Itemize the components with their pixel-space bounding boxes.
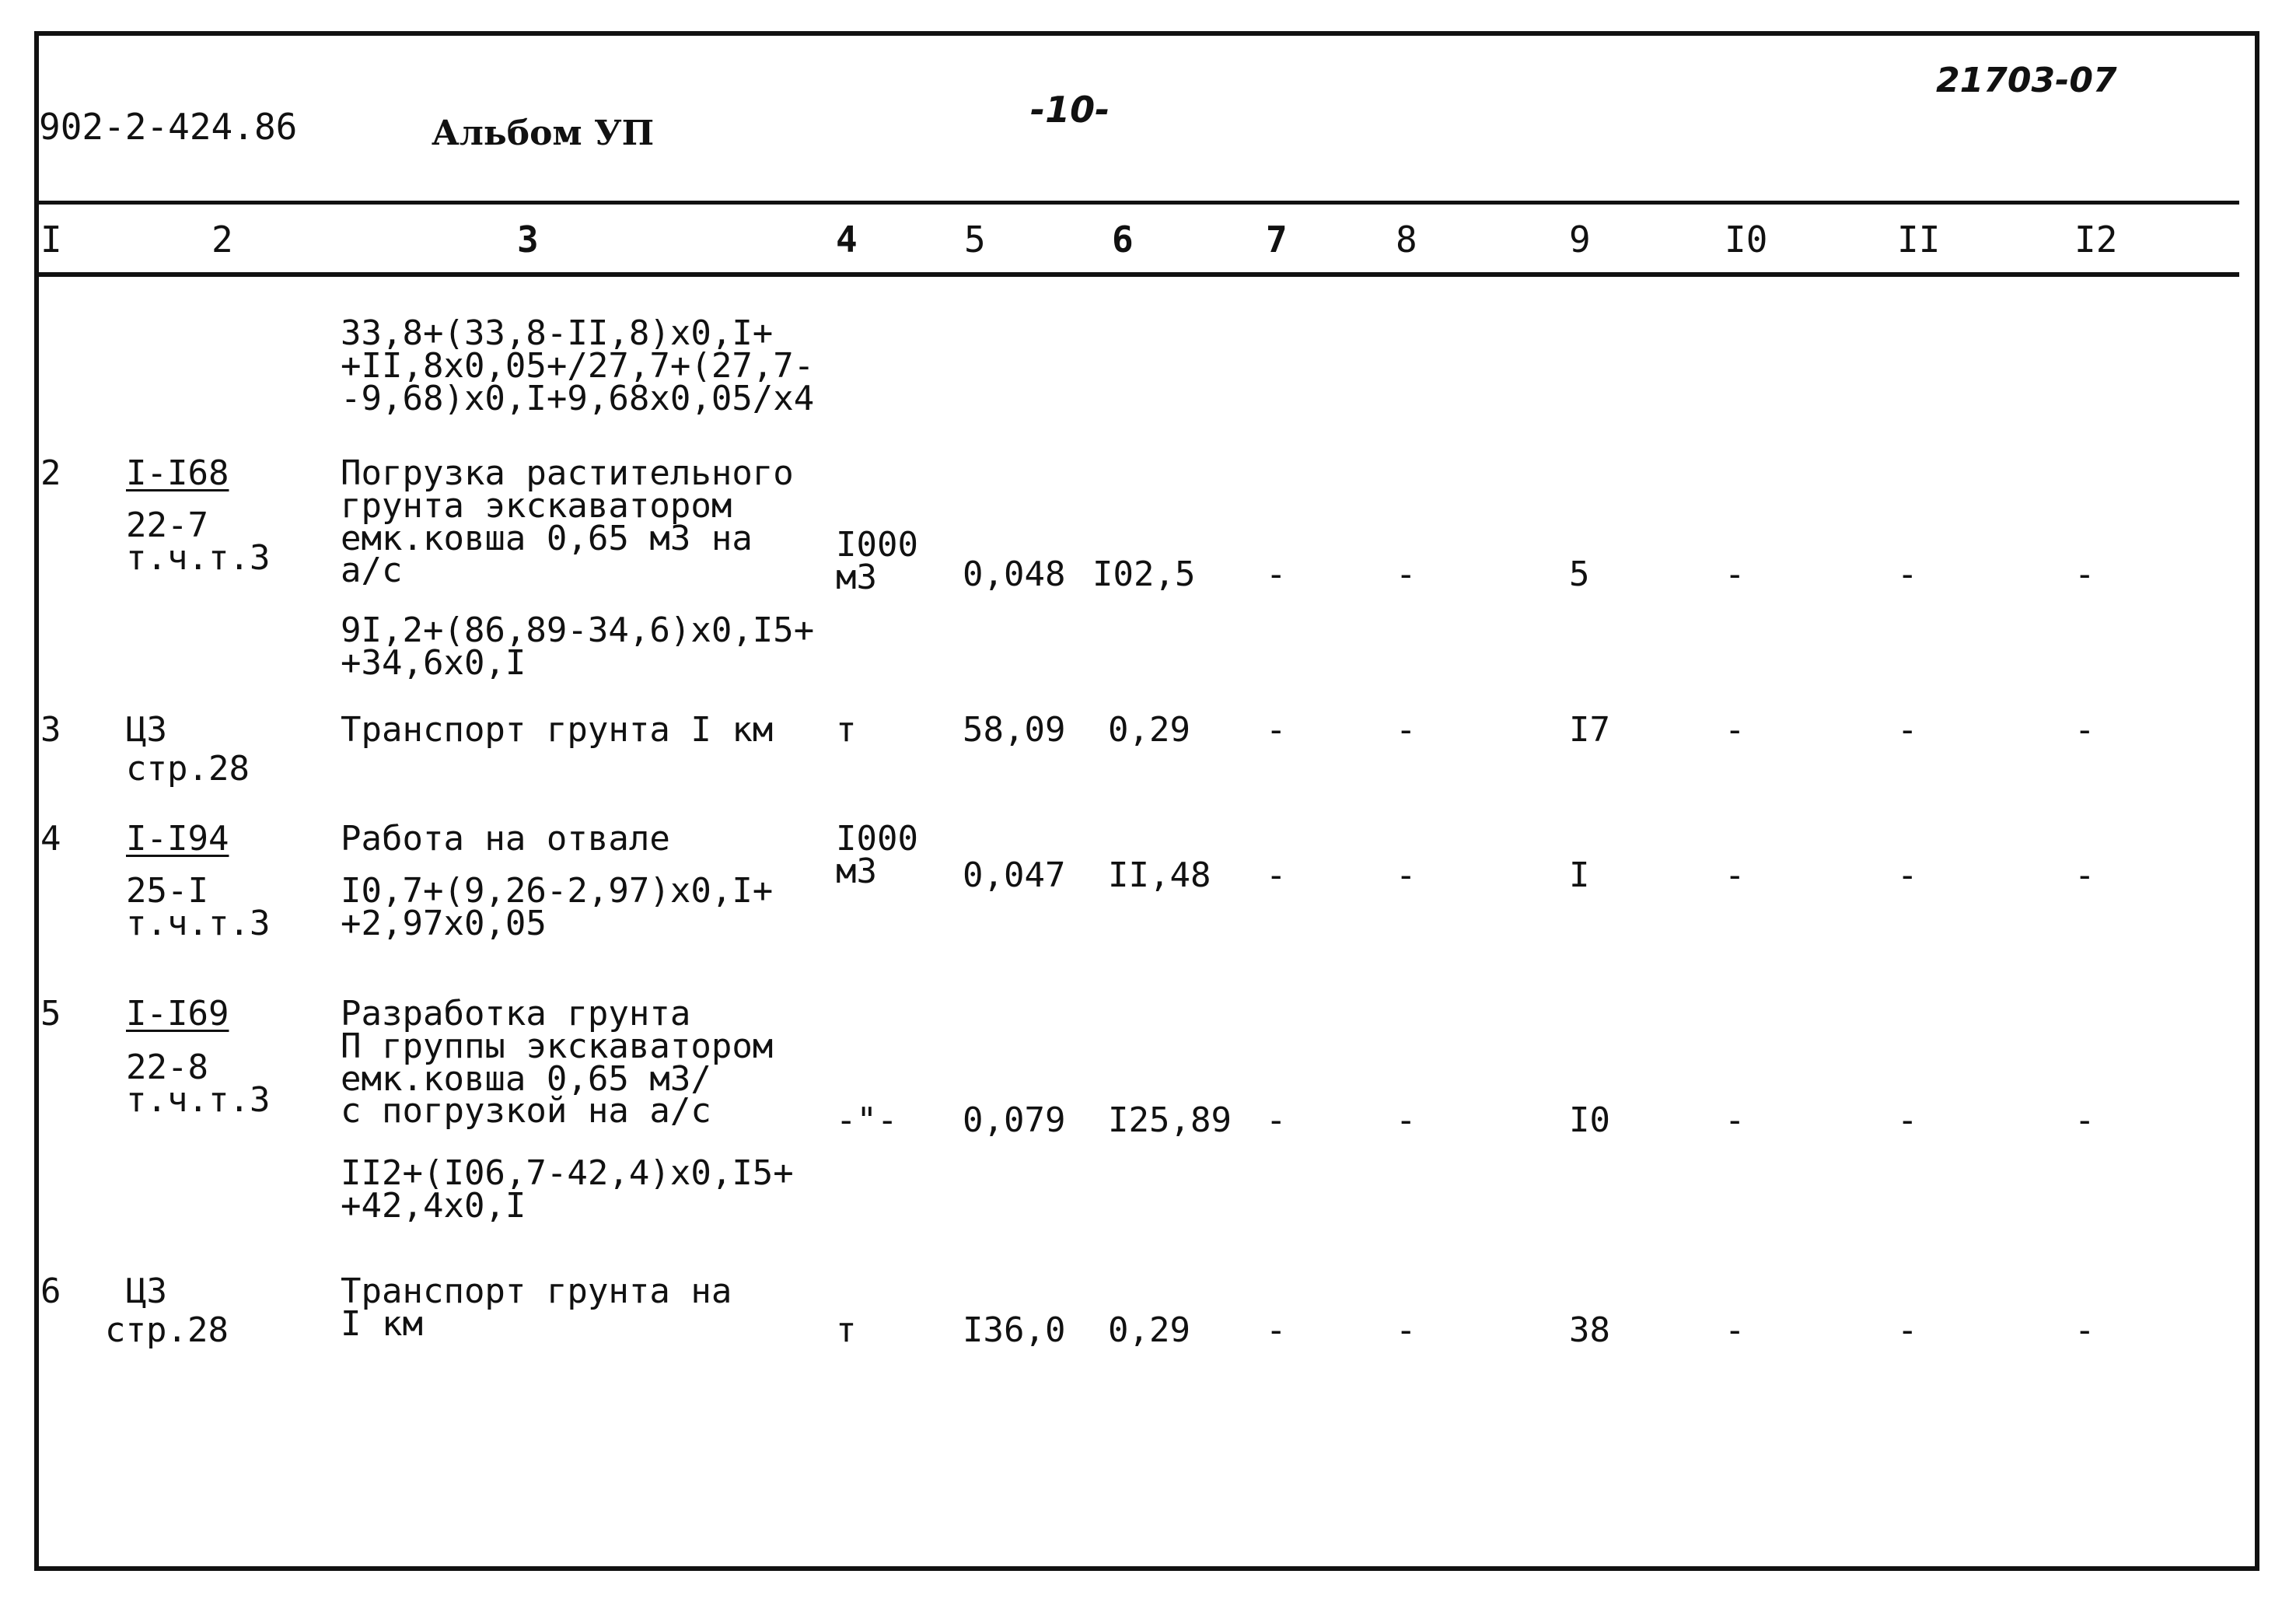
album-title: Альбом УП — [432, 114, 655, 153]
col9-value: 5 — [1569, 554, 1590, 594]
row-number: 6 — [40, 1271, 61, 1311]
col12-value: - — [2074, 1310, 2095, 1350]
col6-value: II,48 — [1108, 855, 1211, 895]
unit: I000 м3 — [836, 525, 918, 597]
col11-value: - — [1897, 1100, 1918, 1140]
col-header-3: 3 — [517, 219, 539, 261]
col7-value: - — [1266, 855, 1287, 895]
col-header-9: 9 — [1569, 219, 1591, 261]
col11-value: - — [1897, 1310, 1918, 1350]
col7-value: - — [1266, 1100, 1287, 1140]
col12-value: - — [2074, 710, 2095, 750]
col5-value: 0,079 — [963, 1100, 1066, 1140]
row-number: 5 — [40, 994, 61, 1034]
row-number: 4 — [40, 819, 61, 859]
unit: т — [836, 1310, 857, 1350]
col9-value: I — [1569, 855, 1590, 895]
norm-reference: Ц3 — [126, 1271, 167, 1311]
norm-reference: I-I69 — [126, 994, 229, 1034]
norm-subreference: стр.28 — [126, 749, 250, 789]
col-header-6: 6 — [1112, 219, 1134, 261]
work-description: Транспорт грунта I км — [341, 710, 774, 750]
col6-value: 0,29 — [1108, 1310, 1190, 1350]
header-rule-bottom — [39, 272, 2239, 277]
norm-reference: Ц3 — [126, 710, 167, 750]
col8-value: - — [1396, 1310, 1417, 1350]
col-header-11: II — [1897, 219, 1941, 261]
col-header-1: I — [40, 219, 62, 261]
col10-value: - — [1725, 554, 1746, 594]
col6-value: I02,5 — [1092, 554, 1196, 594]
header-rule-top — [39, 201, 2239, 205]
col5-value: I36,0 — [963, 1310, 1066, 1350]
col6-value: I25,89 — [1108, 1100, 1232, 1140]
col7-value: - — [1266, 1310, 1287, 1350]
continuation-formula: 33,8+(33,8-II,8)x0,I+ +II,8x0,05+/27,7+(27,7- -9,68)x0,I+9,68x0,05/x4 — [341, 313, 815, 418]
col-header-7: 7 — [1266, 219, 1288, 261]
col7-value: - — [1266, 554, 1287, 594]
row-number: 2 — [40, 453, 61, 493]
col9-value: 38 — [1569, 1310, 1610, 1350]
work-description: Погрузка растительного грунта экскаватором емк.ковша 0,65 м3 на а/с — [341, 453, 794, 591]
col10-value: - — [1725, 710, 1746, 750]
unit: т — [836, 710, 857, 750]
work-formula: I0,7+(9,26-2,97)x0,I+ +2,97x0,05 — [341, 871, 774, 943]
col-header-5: 5 — [964, 219, 986, 261]
col10-value: - — [1725, 855, 1746, 895]
col12-value: - — [2074, 1100, 2095, 1140]
row-number: 3 — [40, 710, 61, 750]
col8-value: - — [1396, 554, 1417, 594]
norm-subreference: стр.28 — [105, 1310, 229, 1350]
norm-reference: I-I68 — [126, 453, 229, 493]
col8-value: - — [1396, 710, 1417, 750]
unit: -"- — [836, 1100, 898, 1140]
col-header-2: 2 — [211, 219, 233, 261]
col9-value: I0 — [1569, 1100, 1610, 1140]
col12-value: - — [2074, 554, 2095, 594]
norm-subreference: 25-I т.ч.т.3 — [126, 871, 271, 943]
document-code: 902-2-424.86 — [39, 106, 298, 148]
archive-stamp: 21703-07 — [1936, 61, 2117, 100]
col5-value: 58,09 — [963, 710, 1066, 750]
col-header-4: 4 — [836, 219, 858, 261]
col5-value: 0,047 — [963, 855, 1066, 895]
col11-value: - — [1897, 855, 1918, 895]
col12-value: - — [2074, 855, 2095, 895]
norm-subreference: 22-8 т.ч.т.3 — [126, 1048, 271, 1120]
col-header-10: I0 — [1725, 219, 1768, 261]
work-formula: 9I,2+(86,89-34,6)x0,I5+ +34,6x0,I — [341, 610, 815, 683]
page-number: -10- — [1030, 89, 1110, 131]
col6-value: 0,29 — [1108, 710, 1190, 750]
work-formula: II2+(I06,7-42,4)x0,I5+ +42,4x0,I — [341, 1153, 794, 1226]
col10-value: - — [1725, 1100, 1746, 1140]
work-description: Работа на отвале — [341, 819, 670, 859]
norm-reference: I-I94 — [126, 819, 229, 859]
col8-value: - — [1396, 855, 1417, 895]
col9-value: I7 — [1569, 710, 1610, 750]
work-description: Разработка грунта П группы экскаватором емк.ковша 0,65 м3/ с погрузкой на а/с — [341, 994, 774, 1132]
col-header-8: 8 — [1396, 219, 1417, 261]
col10-value: - — [1725, 1310, 1746, 1350]
norm-subreference: 22-7 т.ч.т.3 — [126, 505, 271, 578]
col11-value: - — [1897, 554, 1918, 594]
unit: I000 м3 — [836, 819, 918, 891]
work-description: Транспорт грунта на I км — [341, 1271, 732, 1344]
col-header-12: I2 — [2074, 219, 2118, 261]
col7-value: - — [1266, 710, 1287, 750]
col11-value: - — [1897, 710, 1918, 750]
col8-value: - — [1396, 1100, 1417, 1140]
col5-value: 0,048 — [963, 554, 1066, 594]
